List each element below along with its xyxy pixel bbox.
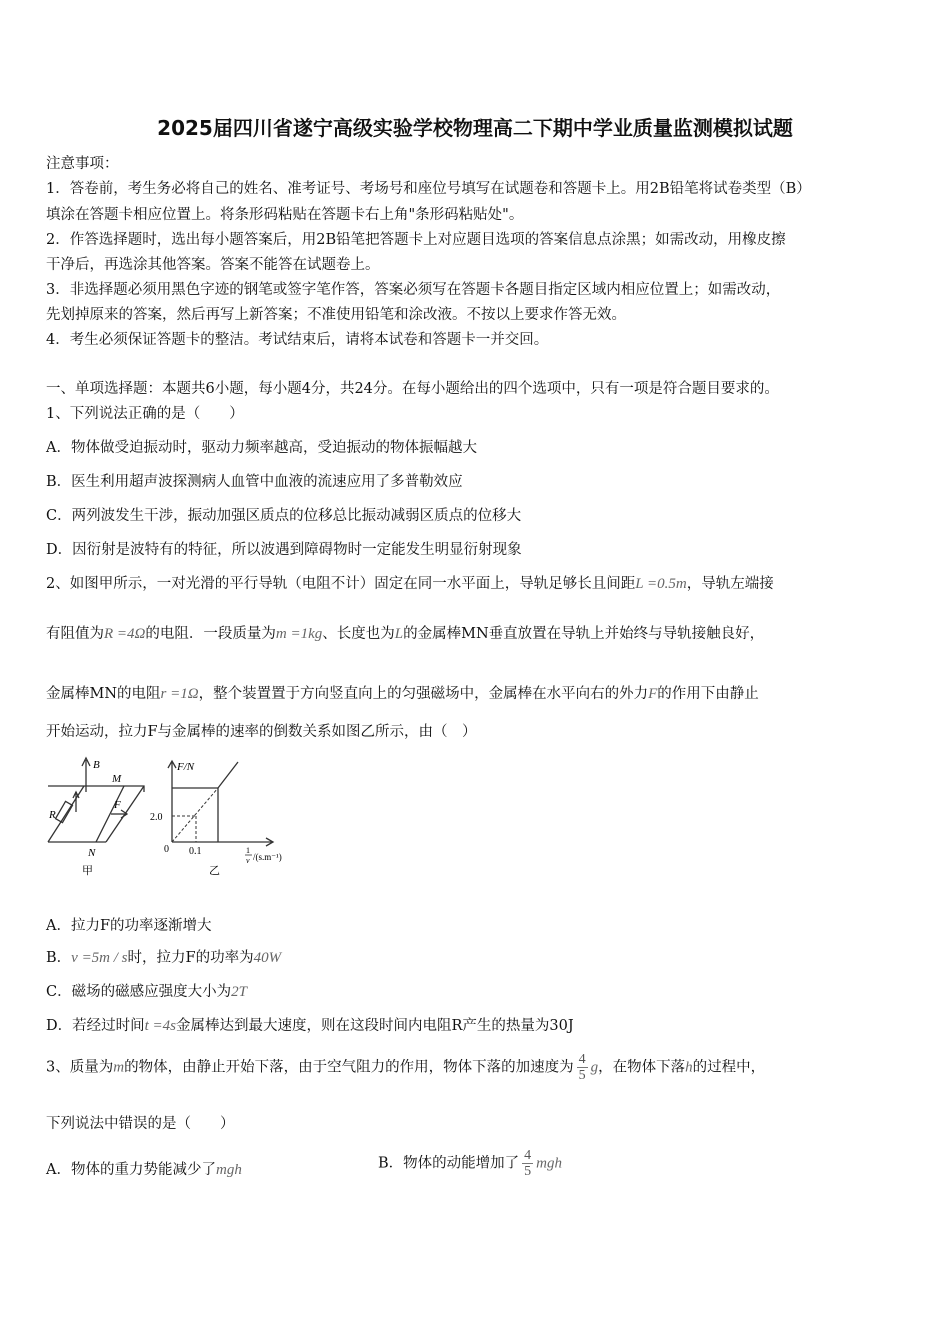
q3-stem-line1: 3、质量为m的物体，由静止开始下落，由于空气阻力的作用，物体下落的加速度为 $\frac{4}{5}$ g，在物体下落h的过程中， (46, 1052, 766, 1083)
q1-option-c: C．两列波发生干涉，振动加强区质点的位移总比振动减弱区质点的位移大 (46, 508, 522, 524)
notice-line: 1．答卷前，考生务必将自己的姓名、准考证号、考场号和座位号填写在试题卷和答题卡上。用2B铅笔将试卷类型（B） (46, 181, 811, 197)
fig-x-axis-num: 1 (246, 846, 250, 855)
fig-origin: 0 (164, 844, 169, 855)
fig-label-m: M (112, 773, 122, 785)
fig-label-r: R (49, 809, 56, 821)
section-heading: 一、单项选择题：本题共6小题，每小题4分，共24分。在每小题给出的四个选项中，只有一项是符合题目要求的。 (46, 381, 779, 397)
q2-option-a: A．拉力F的功率逐渐增大 (46, 918, 212, 934)
notice-line: 干净后，再选涂其他答案。答案不能答在试题卷上。 (46, 257, 380, 273)
q1-option-d: D．因衍射是波特有的特征，所以波遇到障碍物时一定能发生明显衍射现象 (46, 542, 522, 558)
fig-label-n: N (88, 847, 96, 859)
q2-stem-line4: 开始运动，拉力F与金属棒的速率的倒数关系如图乙所示，由（ ） (46, 724, 477, 740)
q2-option-c: C．磁场的磁感应强度大小为2T (46, 984, 247, 1000)
fig-x-axis-unit: /(s.m⁻¹) (253, 852, 282, 862)
fig-label-yi: 乙 (209, 865, 220, 877)
notice-line: 4．考生必须保证答题卡的整洁。考试结束后，请将本试卷和答题卡一并交回。 (46, 332, 549, 348)
q3-option-a: A．物体的重力势能减少了mgh (46, 1162, 242, 1178)
q3-stem-line2: 下列说法中错误的是（ ） (46, 1116, 235, 1132)
q2-stem-line3: 金属棒MN的电阻r =1Ω，整个装置置于方向竖直向上的匀强磁场中，金属棒在水平向右的外力F的作用下由静止 (46, 686, 759, 702)
notice-line: 先划掉原来的答案，然后再写上新答案；不准使用铅笔和涂改液。不按以上要求作答无效。 (46, 307, 626, 323)
q2-stem-line2: 有阻值为R =4Ω的电阻．一段质量为m =1kg、长度也为L的金属棒MN垂直放置在导轨上并始终与导轨接触良好， (46, 626, 765, 642)
fig-y-tick: 2.0 (150, 812, 163, 823)
q2-option-b: B．v =5m / s时，拉力F的功率为40W (46, 950, 282, 966)
q1-option-b: B．医生利用超声波探测病人血管中血液的流速应用了多普勒效应 (46, 474, 463, 490)
notice-heading: 注意事项： (46, 156, 119, 172)
fig-x-axis-den: v (246, 856, 250, 865)
q3-option-b: B．物体的动能增加了 $\frac{4}{5}$ mgh (378, 1148, 562, 1179)
notice-line: 填涂在答题卡相应位置上。将条形码粘贴在答题卡右上角"条形码粘贴处"。 (46, 207, 524, 223)
notice-line: 3．非选择题必须用黑色字迹的钢笔或签字笔作答，答案必须写在答题卡各题目指定区域内相应位置上；如需改动， (46, 282, 781, 298)
fig-label-jia: 甲 (82, 865, 93, 877)
fig-y-axis-label: F/N (177, 761, 195, 773)
q1-option-a: A．物体做受迫振动时，驱动力频率越高，受迫振动的物体振幅越大 (46, 440, 477, 456)
fraction: $\frac{4}{5}$ (578, 1052, 586, 1083)
fig-label-b: B (93, 759, 100, 771)
q1-stem: 1、下列说法正确的是（ ） (46, 406, 244, 422)
notice-line: 2．作答选择题时，选出每小题答案后，用2B铅笔把答题卡上对应题目选项的答案信息点涂黑；如需改动，用橡皮擦 (46, 232, 786, 248)
fraction: $\frac{4}{5}$ (524, 1148, 532, 1179)
q2-stem-line1: 2、如图甲所示，一对光滑的平行导轨（电阻不计）固定在同一水平面上，导轨足够长且间距L =0.5m，导轨左端接 (46, 576, 774, 592)
q2-figure (46, 752, 311, 882)
fig-x-tick: 0.1 (189, 846, 202, 857)
fig-label-f: F (114, 799, 121, 811)
page-title: 2025届四川省遂宁高级实验学校物理高二下期中学业质量监测模拟试题 (157, 116, 793, 140)
q2-option-d: D．若经过时间t =4s金属棒达到最大速度，则在这段时间内电阻R产生的热量为30J (46, 1018, 574, 1034)
